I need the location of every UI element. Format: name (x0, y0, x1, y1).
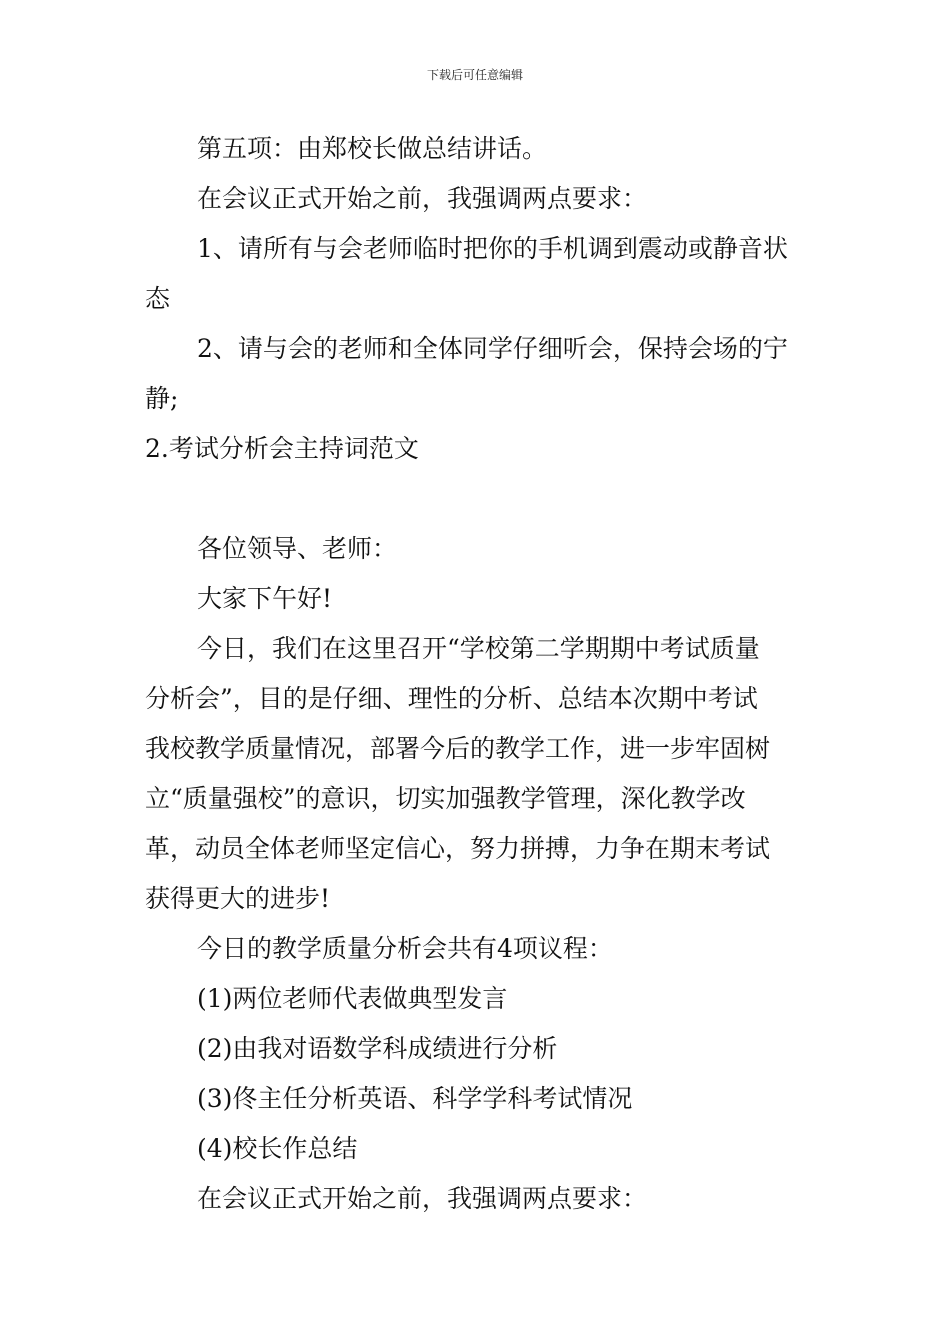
paragraph-line: 立“质量强校”的意识，切实加强教学管理，深化教学改 (145, 784, 746, 813)
paragraph-line: 在会议正式开始之前，我强调两点要求： (197, 184, 648, 213)
paragraph-line: 今日的教学质量分析会共有4项议程： (197, 934, 613, 963)
agenda-item: (3)佟主任分析英语、科学学科考试情况 (197, 1084, 633, 1113)
greeting-line: 大家下午好! (197, 584, 333, 613)
agenda-item: (4)校长作总结 (197, 1134, 358, 1163)
paragraph-line: 今日，我们在这里召开“学校第二学期期中考试质量 (197, 634, 760, 663)
paragraph-line: 2、请与会的老师和全体同学仔细听会，保持会场的宁 (197, 334, 788, 363)
paragraph-line: 获得更大的进步! (145, 884, 331, 913)
paragraph-line: 在会议正式开始之前，我强调两点要求： (197, 1184, 648, 1213)
section-heading: 2.考试分析会主持词范文 (145, 434, 419, 463)
paragraph-line: 1、请所有与会老师临时把你的手机调到震动或静音状 (197, 234, 788, 263)
paragraph-line: 革，动员全体老师坚定信心，努力拼搏，力争在期末考试 (145, 834, 771, 863)
paragraph-line: 我校教学质量情况，部署今后的教学工作，进一步牢固树 (145, 734, 771, 763)
paragraph-line: 态 (145, 284, 171, 313)
page-header: 下载后可任意编辑 (426, 68, 523, 82)
document-body (145, 124, 810, 1224)
paragraph-line: 分析会”，目的是仔细、理性的分析、总结本次期中考试 (145, 684, 758, 713)
paragraph-line: 静; (145, 384, 179, 413)
agenda-item: (2)由我对语数学科成绩进行分析 (197, 1034, 558, 1063)
blank-line (145, 474, 810, 524)
paragraph-line: 第五项：由郑校长做总结讲话。 (197, 134, 548, 163)
greeting-line: 各位领导、老师： (197, 534, 398, 563)
agenda-item: (1)两位老师代表做典型发言 (197, 984, 508, 1013)
